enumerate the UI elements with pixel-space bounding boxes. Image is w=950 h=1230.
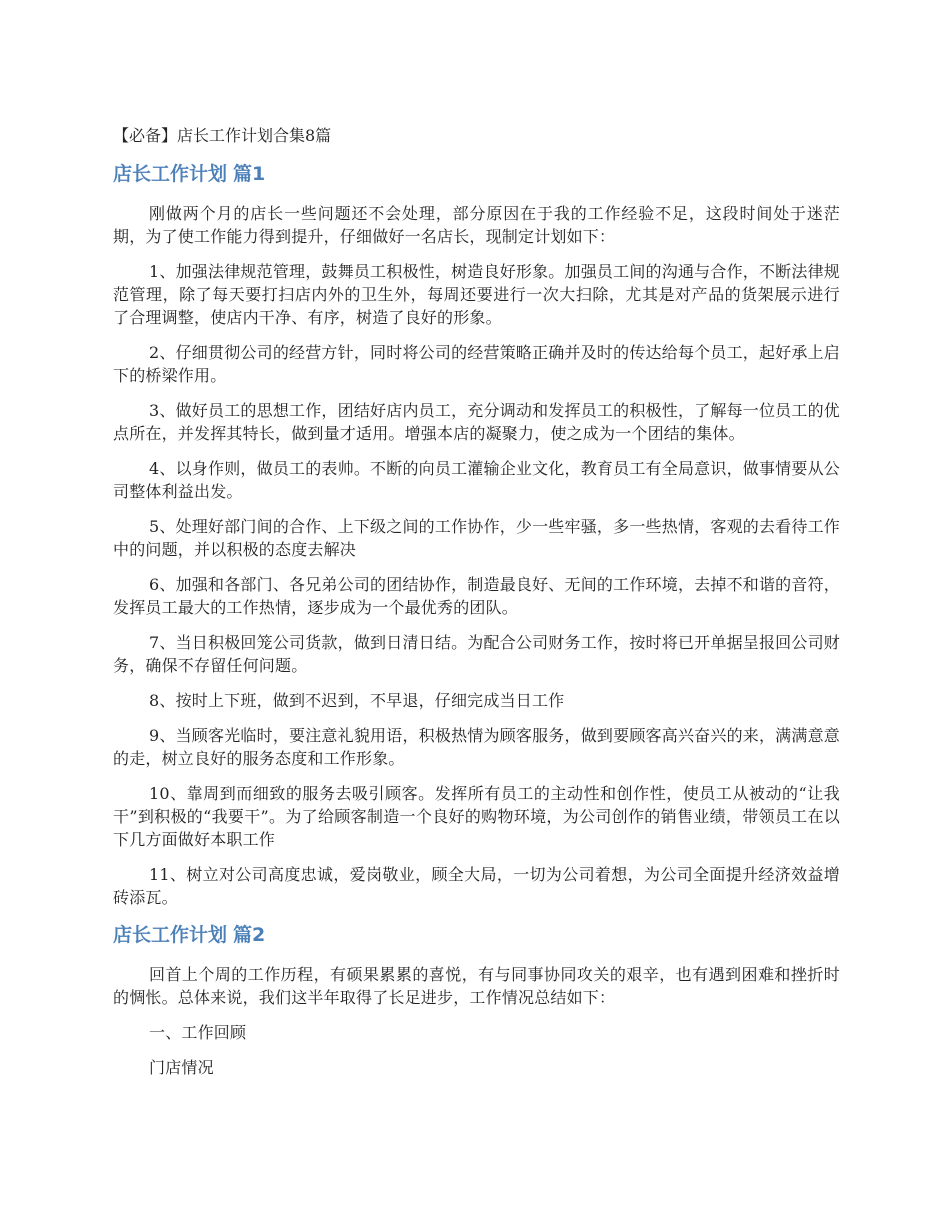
- paragraph: 6、加强和各部门、各兄弟公司的团结协作，制造最良好、无间的工作环境，去掉不和谐的音符，发挥员工最大的工作热情，逐步成为一个最优秀的团队。: [113, 575, 840, 617]
- document-page: [113, 124, 840, 1091]
- paragraph: 11、树立对公司高度忠诚，爱岗敬业，顾全大局，一切为公司着想，为公司全面提升经济效益增砖添瓦。: [113, 865, 840, 907]
- paragraph: 8、按时上下班，做到不迟到，不早退，仔细完成当日工作: [149, 691, 565, 710]
- paragraph: 1、加强法律规范管理，鼓舞员工积极性，树造良好形象。加强员工间的沟通与合作，不断法律规范管理，除了每天要打扫店内外的卫生外，每周还要进行一次大扫除，尤其是对产品的货架展示进行了合理调整，使店内干净、有序，树造了良好的形象。: [113, 262, 840, 327]
- paragraph: 10、靠周到而细致的服务去吸引顾客。发挥所有员工的主动性和创作性，使员工从被动的“让我干”到积极的“我要干”。为了给顾客制造一个良好的购物环境，为公司创作的销售业绩，带领员工在以下几方面做好本职工作: [113, 784, 840, 849]
- section-number: 篇2: [233, 924, 266, 946]
- paragraph: 刚做两个月的店长一些问题还不会处理，部分原因在于我的工作经验不足，这段时间处于迷茫期，为了使工作能力得到提升，仔细做好一名店长，现制定计划如下：: [113, 204, 840, 246]
- section-heading-text: 店长工作计划: [113, 163, 228, 185]
- paragraph: 9、当顾客光临时，要注意礼貌用语，积极热情为顾客服务，做到要顾客高兴奋兴的来，满满意意的走，树立良好的服务态度和工作形象。: [113, 726, 840, 768]
- document-title: 【必备】店长工作计划合集8篇: [113, 126, 332, 145]
- paragraph: 3、做好员工的思想工作，团结好店内员工，充分调动和发挥员工的积极性，了解每一位员工的优点所在，并发挥其特长，做到量才适用。增强本店的凝聚力，使之成为一个团结的集体。: [113, 401, 840, 443]
- section-heading: [113, 921, 840, 949]
- paragraph: 一、工作回顾: [149, 1023, 247, 1042]
- section-2: [113, 921, 840, 1079]
- section-heading: [113, 160, 840, 188]
- paragraph: 7、当日积极回笼公司货款，做到日清日结。为配合公司财务工作，按时将已开单据呈报回公司财务，确保不存留任何问题。: [113, 633, 840, 675]
- section-number: 篇1: [233, 163, 266, 185]
- paragraph: 4、以身作则，做员工的表帅。不断的向员工灌输企业文化，教育员工有全局意识，做事情要从公司整体利益出发。: [113, 459, 840, 501]
- paragraph: 门店情况: [149, 1058, 214, 1077]
- section-heading-text: 店长工作计划: [113, 924, 228, 946]
- paragraph: 2、仔细贯彻公司的经营方针，同时将公司的经营策略正确并及时的传达给每个员工，起好承上启下的桥梁作用。: [113, 343, 840, 385]
- section-1: [113, 160, 840, 909]
- paragraph: 回首上个周的工作历程，有硕果累累的喜悦，有与同事协同攻关的艰辛，也有遇到困难和挫折时的惆怅。总体来说，我们这半年取得了长足进步，工作情况总结如下：: [113, 965, 840, 1007]
- paragraph: 5、处理好部门间的合作、上下级之间的工作协作，少一些牢骚，多一些热情，客观的去看待工作中的问题，并以积极的态度去解决: [113, 517, 840, 559]
